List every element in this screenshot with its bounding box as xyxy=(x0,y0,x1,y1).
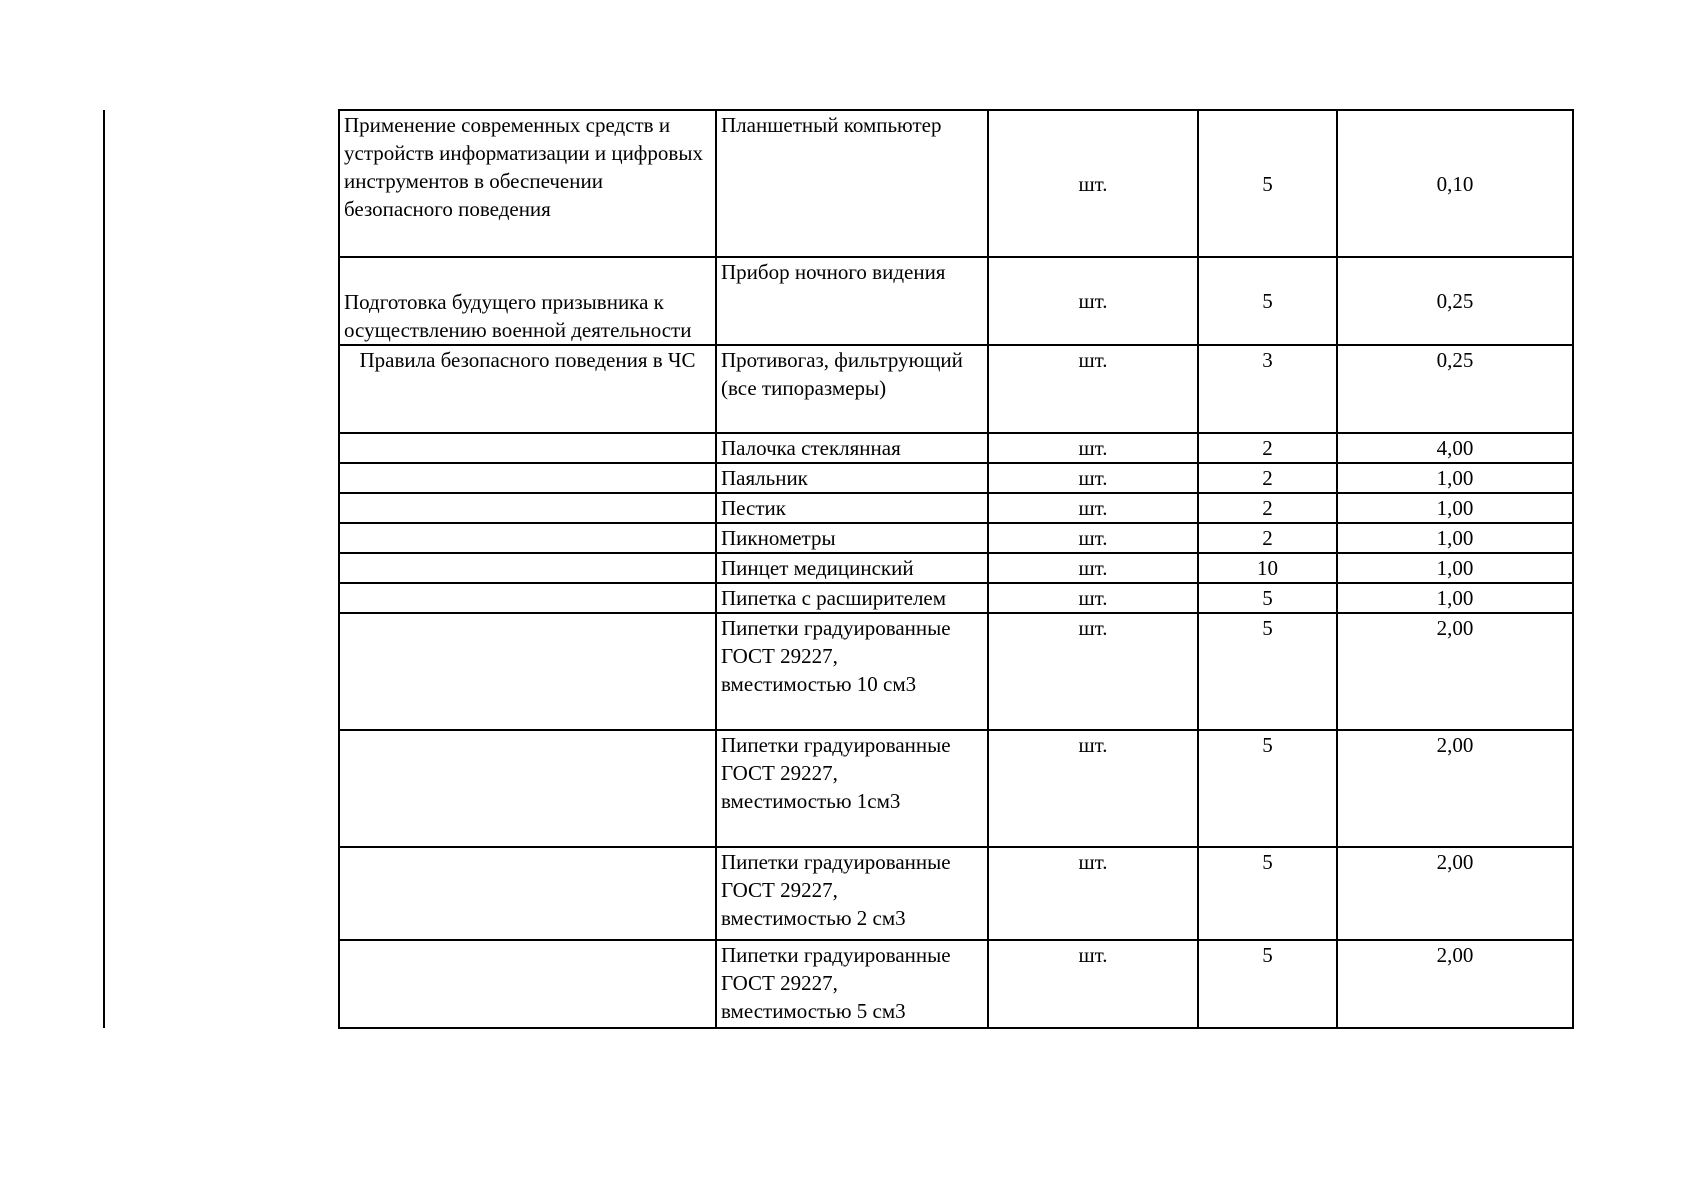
norm-cell: 1,00 xyxy=(1337,523,1573,553)
topic-cell xyxy=(339,613,716,730)
table-row xyxy=(339,847,1573,940)
item-name-cell: Пипетки градуированные ГОСТ 29227, вместимостью 5 см3 xyxy=(716,940,988,1028)
item-name-cell: Пипетка с расширителем xyxy=(716,583,988,613)
quantity-cell: 2 xyxy=(1198,463,1337,493)
table-row xyxy=(339,433,1573,463)
item-name-cell: Пипетки градуированные ГОСТ 29227, вместимостью 10 см3 xyxy=(716,613,988,730)
item-name-cell: Пестик xyxy=(716,493,988,523)
norm-cell: 2,00 xyxy=(1337,940,1573,1028)
item-name-cell: Планшетный компьютер xyxy=(716,110,988,257)
topic-cell xyxy=(339,553,716,583)
quantity-cell: 2 xyxy=(1198,523,1337,553)
unit-cell: шт. xyxy=(988,583,1198,613)
table-row xyxy=(339,583,1573,613)
topic-cell: Подготовка будущего призывника к осуществлению военной деятельности xyxy=(339,257,716,345)
quantity-cell: 5 xyxy=(1198,940,1337,1028)
topic-cell xyxy=(339,730,716,847)
item-name-cell: Пипетки градуированные ГОСТ 29227, вместимостью 2 см3 xyxy=(716,847,988,940)
table-row xyxy=(339,257,1573,345)
quantity-cell: 2 xyxy=(1198,493,1337,523)
unit-cell: шт. xyxy=(988,110,1198,257)
unit-cell: шт. xyxy=(988,345,1198,433)
unit-cell: шт. xyxy=(988,847,1198,940)
quantity-cell: 5 xyxy=(1198,613,1337,730)
topic-cell: Применение современных средств и устройств информатизации и цифровых инструментов в обеспечении безопасного поведения xyxy=(339,110,716,257)
equipment-table xyxy=(338,109,1574,1029)
page-margin-line xyxy=(103,110,105,1028)
topic-cell xyxy=(339,847,716,940)
topic-cell xyxy=(339,433,716,463)
quantity-cell: 10 xyxy=(1198,553,1337,583)
unit-cell: шт. xyxy=(988,730,1198,847)
quantity-cell: 5 xyxy=(1198,110,1337,257)
table-row xyxy=(339,110,1573,257)
item-name-cell: Пипетки градуированные ГОСТ 29227, вместимостью 1см3 xyxy=(716,730,988,847)
item-name-cell: Пикнометры xyxy=(716,523,988,553)
item-name-cell: Прибор ночного видения xyxy=(716,257,988,345)
topic-cell xyxy=(339,583,716,613)
norm-cell: 2,00 xyxy=(1337,730,1573,847)
topic-cell: Правила безопасного поведения в ЧС xyxy=(339,345,716,433)
unit-cell: шт. xyxy=(988,523,1198,553)
topic-cell xyxy=(339,523,716,553)
unit-cell: шт. xyxy=(988,493,1198,523)
norm-cell: 1,00 xyxy=(1337,493,1573,523)
topic-cell xyxy=(339,940,716,1028)
quantity-cell: 5 xyxy=(1198,257,1337,345)
norm-cell: 1,00 xyxy=(1337,553,1573,583)
norm-cell: 0,10 xyxy=(1337,110,1573,257)
norm-cell: 4,00 xyxy=(1337,433,1573,463)
unit-cell: шт. xyxy=(988,433,1198,463)
quantity-cell: 5 xyxy=(1198,583,1337,613)
item-name-cell: Паяльник xyxy=(716,463,988,493)
table-row xyxy=(339,940,1573,1028)
table-row xyxy=(339,345,1573,433)
table-row xyxy=(339,463,1573,493)
table-row xyxy=(339,613,1573,730)
topic-cell xyxy=(339,493,716,523)
item-name-cell: Палочка стеклянная xyxy=(716,433,988,463)
unit-cell: шт. xyxy=(988,940,1198,1028)
unit-cell: шт. xyxy=(988,257,1198,345)
quantity-cell: 3 xyxy=(1198,345,1337,433)
unit-cell: шт. xyxy=(988,463,1198,493)
quantity-cell: 2 xyxy=(1198,433,1337,463)
norm-cell: 0,25 xyxy=(1337,345,1573,433)
norm-cell: 1,00 xyxy=(1337,583,1573,613)
norm-cell: 2,00 xyxy=(1337,613,1573,730)
table-row xyxy=(339,730,1573,847)
norm-cell: 1,00 xyxy=(1337,463,1573,493)
unit-cell: шт. xyxy=(988,613,1198,730)
item-name-cell: Противогаз, фильтрующий (все типоразмеры) xyxy=(716,345,988,433)
table-row xyxy=(339,493,1573,523)
table-row xyxy=(339,553,1573,583)
norm-cell: 2,00 xyxy=(1337,847,1573,940)
topic-cell xyxy=(339,463,716,493)
norm-cell: 0,25 xyxy=(1337,257,1573,345)
quantity-cell: 5 xyxy=(1198,730,1337,847)
table-row xyxy=(339,523,1573,553)
item-name-cell: Пинцет медицинский xyxy=(716,553,988,583)
quantity-cell: 5 xyxy=(1198,847,1337,940)
unit-cell: шт. xyxy=(988,553,1198,583)
